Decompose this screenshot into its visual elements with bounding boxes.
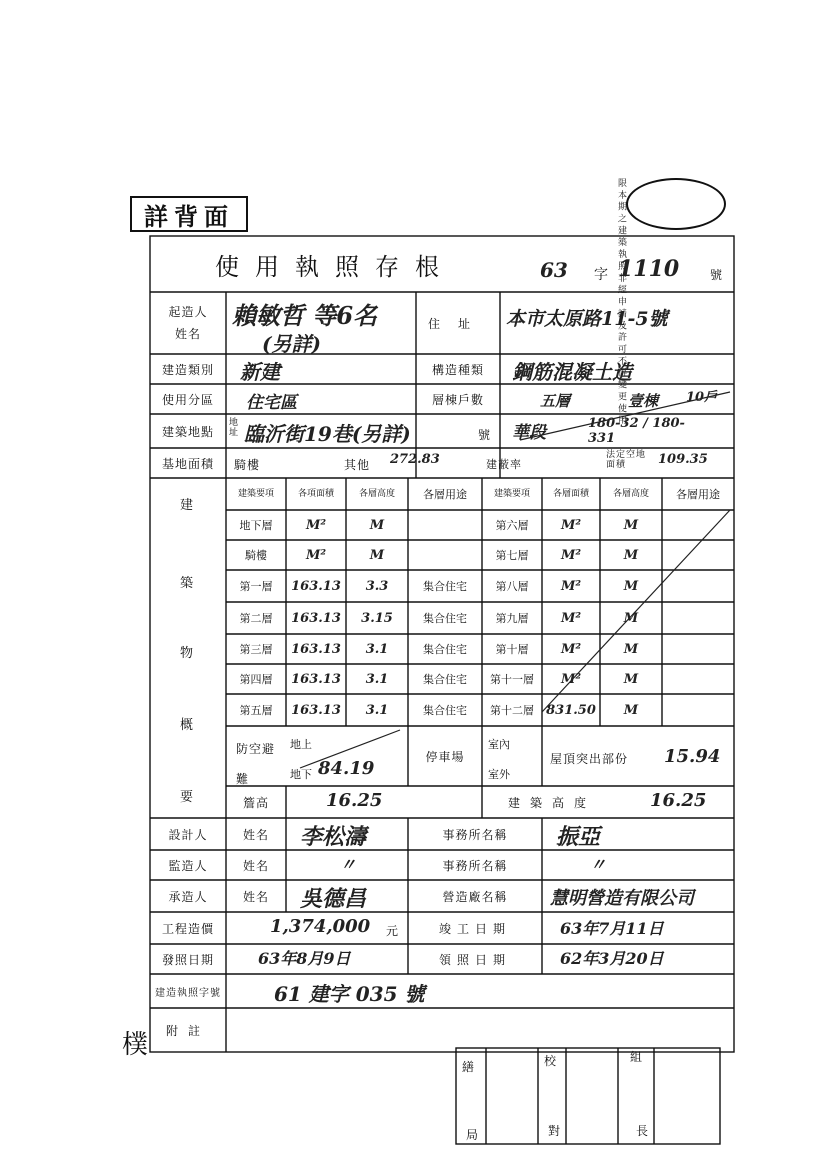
receive-value: 62年3月20日: [560, 949, 664, 968]
header-left-use: 各層用途: [423, 488, 467, 501]
header-right-item: 建築要項: [493, 489, 530, 499]
approval-copy: 繕: [462, 1060, 476, 1074]
designer-label: 設計人: [168, 827, 208, 842]
side-char: 物: [180, 646, 195, 661]
designer-office-label: 事務所名稱: [442, 827, 508, 842]
arcade-label: 騎樓: [234, 458, 261, 472]
left-row-name: 第五層: [239, 704, 273, 717]
cost-unit: 元: [386, 924, 400, 938]
permit-number-char: 字: [594, 267, 608, 283]
right-row-area: M²: [560, 578, 582, 594]
supervisor-label: 監造人: [168, 858, 208, 873]
designer-name-label: 姓名: [242, 827, 269, 842]
side-char: 建: [180, 498, 195, 513]
contractor-value: 吳德昌: [300, 886, 367, 912]
complete-label: 竣工日期: [438, 921, 511, 936]
issue-value: 63年8月9日: [258, 949, 351, 968]
header-right-area: 各層面積: [552, 489, 589, 499]
cost-label: 工程造價: [161, 921, 214, 936]
right-row-area: M²: [560, 547, 582, 563]
floors-value: 五層: [540, 392, 571, 410]
left-row-height: M: [369, 547, 385, 563]
approval-section: 組: [630, 1050, 644, 1064]
left-row-height: 3.1: [365, 702, 389, 718]
right-row-area: 831.50: [546, 702, 596, 718]
roof-value: 15.94: [664, 746, 721, 767]
side-char: 築: [180, 576, 195, 591]
note-line: 限 本 期 之 建 築 執 照: [616, 178, 626, 271]
approval-bureau: 局: [466, 1128, 480, 1142]
right-row-area: M²: [560, 610, 582, 626]
page-title: 使用執照存根: [215, 252, 455, 281]
margin-mark: 樸: [122, 1030, 149, 1060]
header-left-height: 各層高度: [358, 489, 395, 499]
left-row-name: 第三層: [239, 643, 273, 656]
applicant-sub: (另詳): [262, 332, 321, 356]
supervisor-value: 〃: [340, 855, 357, 874]
shelter-label: 防空避難: [236, 742, 276, 786]
note-line: 非 經 申 請 及 許 可 不 得: [616, 272, 626, 377]
right-row-area: M²: [560, 641, 582, 657]
left-row-area: 163.13: [291, 578, 341, 594]
left-row-name: 第二層: [239, 612, 273, 625]
right-row-name: 第六層: [495, 519, 529, 532]
site-sub-label: 地址: [229, 418, 239, 438]
right-row-area: M²: [560, 517, 582, 533]
roof-label: 屋頂突出部份: [550, 752, 629, 766]
left-row-height: 3.15: [361, 610, 393, 626]
area-label: 基地面積: [161, 456, 214, 471]
right-row-height: M: [623, 517, 639, 533]
right-row-height: M: [623, 671, 639, 687]
contractor-name-label: 姓名: [242, 889, 269, 904]
structure-value: 鋼筋混凝土造: [512, 360, 632, 384]
other-label: 其他: [344, 458, 371, 472]
supervisor-name-label: 姓名: [242, 858, 269, 873]
left-row-use: 集合住宅: [423, 704, 467, 717]
side-char: 要: [180, 790, 195, 805]
address-value: 本市太原路11-5號: [506, 308, 668, 330]
legal-value: 109.35: [658, 452, 708, 467]
left-row-area: 163.13: [291, 641, 341, 657]
permit-number-prefix: 63: [540, 258, 568, 282]
site-lot-value: 華段: [512, 423, 546, 443]
building-height-value: 16.25: [650, 790, 707, 811]
parking-label: 停車場: [425, 749, 465, 764]
building-type-label: 建造類別: [161, 362, 214, 377]
households-value: 10戶: [686, 390, 718, 405]
header-left-item: 建築要項: [237, 489, 274, 499]
right-row-height: M: [623, 578, 639, 594]
right-row-name: 第十層: [495, 643, 529, 656]
structure-label: 構造種類: [431, 362, 484, 377]
left-row-height: M: [369, 517, 385, 533]
left-row-use: 集合住宅: [423, 612, 467, 625]
side-char: 概: [180, 718, 195, 733]
designer-value: 李松濤: [300, 824, 367, 850]
building-height-label: 建築高度: [507, 795, 596, 810]
address-label: 住址: [427, 316, 488, 331]
note-line: 變 更 使 用: [616, 379, 626, 425]
complete-value: 63年7月11日: [560, 919, 664, 938]
supervisor-office-value: 〃: [590, 855, 607, 874]
receive-label: 領照日期: [438, 952, 511, 967]
left-row-area: 163.13: [291, 610, 341, 626]
left-row-area: M²: [305, 517, 327, 533]
legal-label: 法定空地面積: [606, 450, 647, 470]
designer-office-value: 振亞: [556, 824, 601, 850]
parking-indoor: 室內: [488, 738, 510, 751]
left-row-use: [408, 540, 482, 570]
left-row-name: 騎樓: [245, 549, 267, 562]
building-type-value: 新建: [240, 360, 280, 384]
note-label: 附註: [165, 1023, 210, 1038]
site-lots-value: 180-32 / 180-331: [588, 416, 685, 446]
issue-label: 發照日期: [161, 952, 214, 967]
shelter-below: 地下: [290, 768, 312, 781]
contractor-label: 承造人: [168, 889, 208, 904]
left-row-name: 第一層: [239, 580, 273, 593]
parking-outdoor: 室外: [488, 768, 510, 781]
left-row-height: 3.1: [365, 671, 389, 687]
permit-number-value: 1110: [618, 256, 680, 282]
right-row-height: M: [623, 702, 639, 718]
left-row-use: 集合住宅: [423, 643, 467, 656]
shelter-value: 84.19: [318, 758, 375, 779]
right-row-name: 第九層: [495, 612, 529, 625]
company-label: 營造廠名稱: [442, 889, 508, 904]
permit-number-suffix: 號: [710, 268, 723, 282]
left-row-name: 第四層: [239, 673, 273, 686]
left-row-name: 地下層: [239, 519, 273, 532]
right-row-name: 第八層: [495, 580, 529, 593]
header-right-use: 各層用途: [676, 488, 720, 501]
left-row-use: 集合住宅: [423, 580, 467, 593]
right-row-height: M: [623, 641, 639, 657]
right-row-name: 第十二層: [490, 704, 534, 717]
right-row-name: 第十一層: [490, 673, 534, 686]
site-value: 臨沂街19巷(另詳): [244, 422, 411, 446]
cost-value: 1,374,000: [270, 916, 371, 937]
left-row-use: 集合住宅: [423, 673, 467, 686]
left-row-area: 163.13: [291, 702, 341, 718]
eaves-height-value: 16.25: [326, 790, 383, 811]
left-row-height: 3.3: [365, 578, 389, 594]
coverage-label: 建蔽率: [486, 458, 522, 471]
detail-back-stamp: 詳背面: [130, 196, 248, 232]
zone-label: 使用分區: [161, 392, 214, 407]
eaves-height-label: 簷高: [242, 795, 269, 810]
company-value: 慧明營造有限公司: [550, 888, 694, 909]
right-row-height: M: [623, 547, 639, 563]
shelter-above: 地上: [290, 738, 312, 751]
site-no-label: 號: [478, 428, 492, 442]
right-row-area: M²: [560, 671, 582, 687]
left-row-area: M²: [305, 547, 327, 563]
site-label: 建築地點: [161, 424, 214, 439]
permit-value: 61 建字 035 號: [274, 982, 425, 1006]
floors-label: 層棟戶數: [431, 392, 484, 407]
other-value: 272.83: [390, 452, 440, 467]
overview-side-label: [180, 494, 200, 805]
left-row-use: [408, 510, 482, 540]
right-row-name: 第七層: [495, 549, 529, 562]
zone-value: 住宅區: [246, 393, 297, 413]
left-row-area: 163.13: [291, 671, 341, 687]
units-value: 壹棟: [628, 392, 659, 410]
left-row-height: 3.1: [365, 641, 389, 657]
approval-chief: 長: [636, 1124, 650, 1138]
applicant-value: 賴敏哲 等6名: [232, 301, 378, 330]
permit-label: 建造執照字號: [155, 987, 221, 999]
applicant-label: 起造人 姓名: [168, 305, 208, 341]
right-row-height: M: [623, 610, 639, 626]
header-right-height: 各層高度: [612, 489, 649, 499]
approval-pair: 對: [548, 1124, 562, 1138]
approval-check: 校: [544, 1054, 558, 1068]
supervisor-office-label: 事務所名稱: [442, 858, 508, 873]
header-left-area: 各項面積: [297, 489, 334, 499]
